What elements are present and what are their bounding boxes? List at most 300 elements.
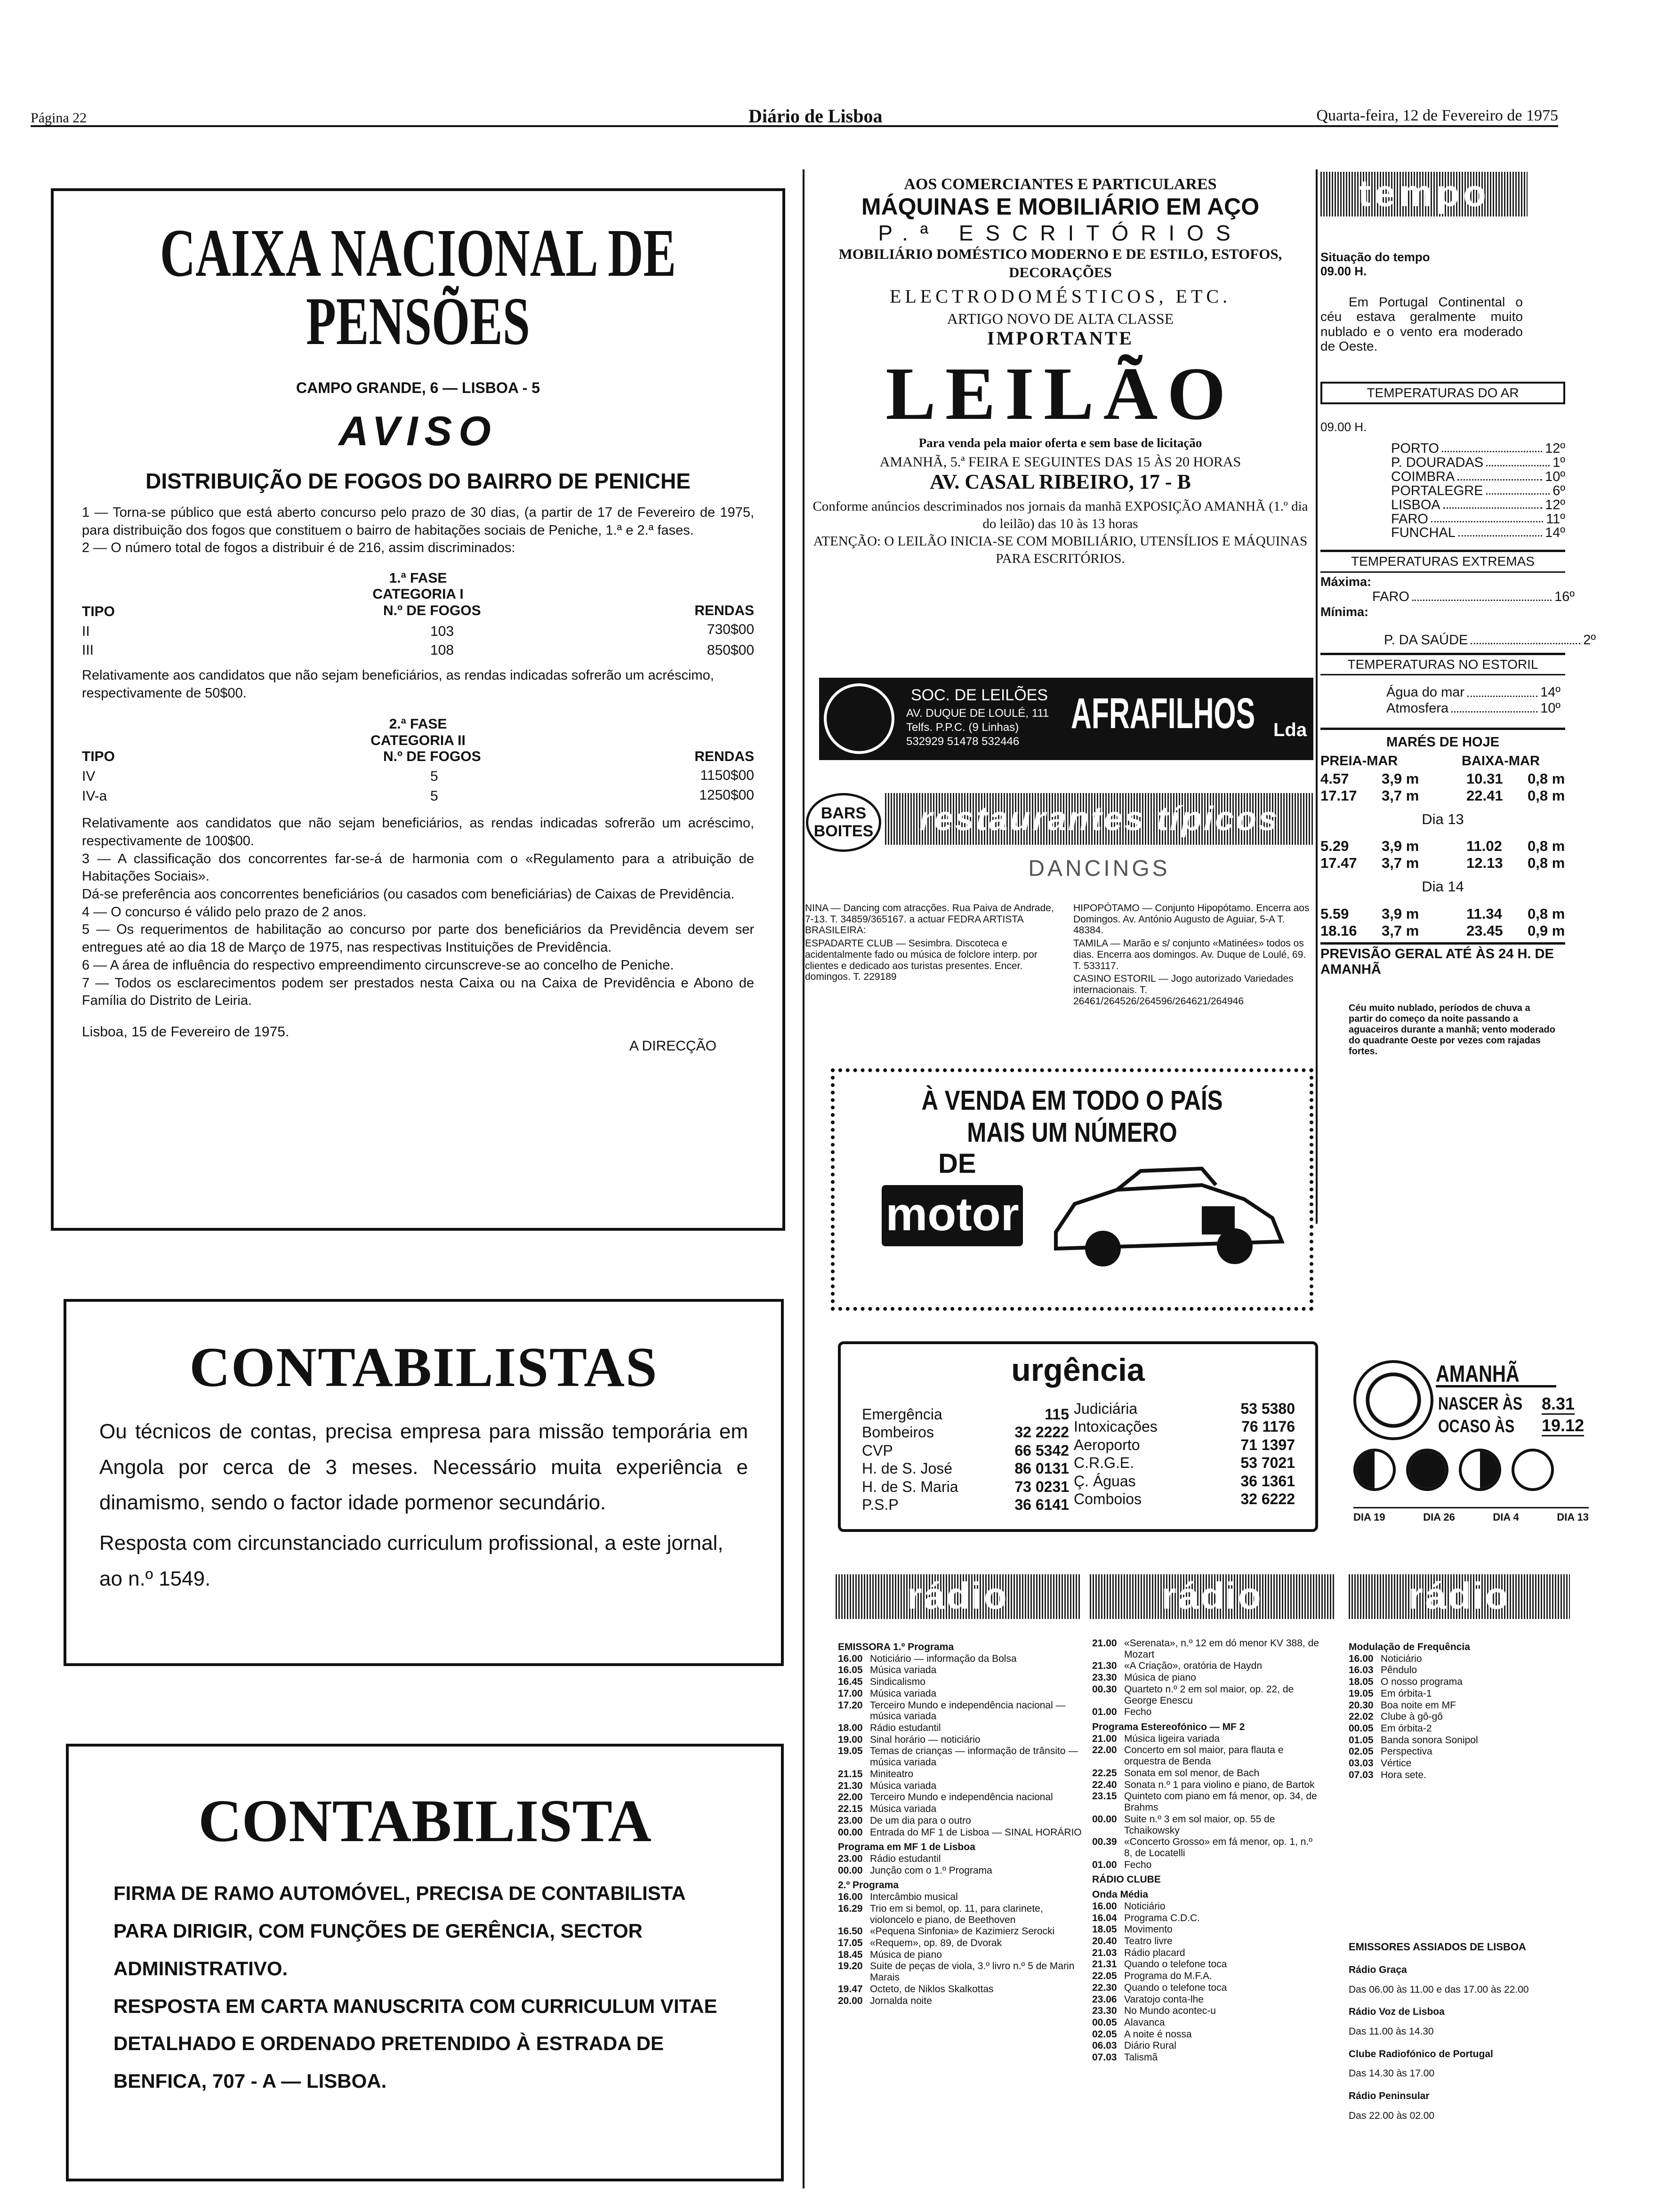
radio-programme: Música de piano (1124, 1672, 1196, 1683)
radio-entry (838, 1803, 1083, 1815)
emergency-service: C.R.G.E. (1074, 1454, 1134, 1472)
radio-entry (1349, 1735, 1570, 1746)
radio-section-heading: Programa em MF 1 de Lisboa (838, 1842, 975, 1853)
emergency-row (862, 1496, 1069, 1514)
station-hours: Das 14.30 às 17.00 (1349, 2068, 1435, 2079)
radio-programme: Intercâmbio musical (870, 1891, 958, 1903)
radio-entry (1092, 1982, 1323, 1994)
emergency-service: Judiciária (1074, 1400, 1138, 1417)
weather-banner: tempo (1320, 172, 1528, 216)
table-cell: IV-a (82, 788, 107, 804)
radio-programme: Quando o telefone toca (1124, 1959, 1227, 1970)
page-number: Página 22 (31, 110, 87, 126)
radio-time: 18.45 (838, 1949, 863, 1960)
radio-entry (1092, 1745, 1323, 1767)
radio-time: 01.05 (1349, 1734, 1374, 1746)
radio-time: 00.39 (1092, 1836, 1117, 1848)
tide-row (1320, 906, 1565, 922)
emergency-row (862, 1459, 1069, 1477)
radio-programme: Noticiário — informação da Bolsa (870, 1653, 1017, 1664)
radio-programme: Hora sete. (1381, 1769, 1426, 1780)
tides-table (1320, 770, 1565, 939)
radio-time: 21.03 (1092, 1947, 1117, 1958)
emergency-service: Intoxicações (1074, 1418, 1158, 1435)
dot-leader (1443, 507, 1542, 509)
tide-value: 12.13 (1466, 855, 1503, 872)
radio-time: 16.00 (1092, 1900, 1117, 1912)
radio-programme: Octeto, de Niklos Skalkottas (870, 1983, 994, 1995)
radio-time: 21.31 (1092, 1959, 1117, 1970)
auction-line: AMANHÃ, 5.ª FEIRA E SEGUINTES DAS 15 ÀS 20 HORAS (879, 454, 1241, 470)
dot-leader (1442, 451, 1542, 452)
radio-programme: Quarteto n.º 2 em sol maior, op. 22, de George Enescu (1124, 1683, 1294, 1706)
sunrise-value: 8.31 (1542, 1394, 1575, 1415)
low-tide-label: BAIXA-MAR (1462, 753, 1540, 769)
radio-time: 02.05 (1349, 1746, 1374, 1757)
table-cell: III (82, 642, 94, 658)
cnp-paragraph: 3 — A classificação dos concorrentes far-se-á de harmonia com o «Regulamento para a atribuição de Habitações Sociais». (82, 851, 754, 884)
radio-programme: Suite de peças de viola, 3.º livro n.º 5 de Marin Marais (870, 1961, 1075, 1983)
cnp-address: CAMPO GRANDE, 6 — LISBOA - 5 (296, 379, 540, 396)
table-cell: 1150$00 (700, 768, 754, 784)
radio-time: 00.05 (1092, 2017, 1117, 2028)
tide-value: 0,8 m (1528, 787, 1565, 804)
radio-programme: Noticiário (1381, 1653, 1422, 1664)
radio-section-heading: Onda Média (1092, 1889, 1149, 1900)
city-temp-row (1391, 442, 1565, 456)
radio-programme: Em órbita-2 (1381, 1723, 1432, 1734)
emergency-row (1074, 1490, 1295, 1508)
radio-programme: Banda sonora Sonipol (1381, 1734, 1478, 1746)
radio-time: 06.03 (1092, 2040, 1117, 2052)
col-rendas: RENDAS (694, 602, 754, 618)
auction-line: AOS COMERCIANTES E PARTICULARES (904, 176, 1217, 193)
cnp-title: CAIXA NACIONAL DE PENSÕES (160, 216, 676, 359)
emergency-number: 53 5380 (1240, 1400, 1295, 1417)
tide-value: 23.45 (1466, 922, 1503, 939)
contabilistas-ad (64, 1299, 784, 1666)
extreme-temps-heading: TEMPERATURAS EXTREMAS (1320, 550, 1565, 572)
radio-entry (838, 1926, 1083, 1937)
radio-entry (1092, 1638, 1323, 1660)
radio-entry (1092, 1684, 1323, 1706)
cnp-paragraph: Relativamente aos candidatos que não sejam beneficiários, as rendas indicadas sofrerão um acréscimo, respectivamente de 50$00. (82, 667, 714, 701)
air-temps-heading: TEMPERATURAS DO AR (1320, 382, 1565, 404)
radio-entry (1092, 1913, 1323, 1924)
table-cell: 5 (430, 788, 438, 804)
table-cell: II (82, 623, 90, 639)
radio-programme: Música de piano (870, 1949, 942, 1960)
radio-entry (838, 1880, 1083, 1891)
radio-entry (838, 1827, 1083, 1838)
afrafilhos-logo (819, 678, 1313, 760)
emergency-service: Comboios (1074, 1490, 1142, 1507)
station-hours: Das 06.00 às 11.00 e das 17.00 às 22.00 (1349, 1984, 1529, 1995)
city-temp: 14º (1545, 525, 1565, 541)
venue-listing: HIPOPÓTAMO — Conjunto Hipopótamo. Encerra aos Domingos. Av. António Augusto de Aguiar, 5-A T. 48384. (1073, 903, 1310, 936)
sea-value: 14º (1540, 685, 1560, 700)
radio-entry (1092, 2052, 1323, 2063)
table-cell: 730$00 (707, 621, 754, 637)
emergency-row (862, 1405, 1069, 1423)
station-name: Rádio Voz de Lisboa (1349, 2006, 1445, 2018)
radio-time: 23.30 (1092, 1672, 1117, 1683)
auction-ad (807, 175, 1313, 568)
cnp-paragraph: 7 — Todos os esclarecimentos podem ser prestados nesta Caixa ou na Caixa de Previdência e Abono de Família do Distrito de Leiria. (82, 975, 754, 1009)
page-header (31, 105, 1558, 127)
emergency-service: P.S.P (862, 1496, 899, 1513)
table-cell: 108 (430, 642, 454, 658)
radio-programme: Rádio placard (1124, 1947, 1185, 1958)
emergency-service: Bombeiros (862, 1424, 934, 1441)
tide-value: 0,9 m (1528, 922, 1565, 939)
radio-programme: Diário Rural (1124, 2040, 1176, 2052)
radio-time: 16.00 (838, 1891, 863, 1903)
radio-entry (1092, 1836, 1323, 1859)
radio-entry (1092, 2005, 1323, 2017)
radio-programme: Boa noite em MF (1381, 1699, 1456, 1711)
contabilista-ad (66, 1744, 784, 2181)
radio-time: 22.00 (1092, 1745, 1117, 1756)
radio-entry (838, 1853, 1083, 1865)
radio-programme: «Serenata», n.º 12 em dó menor KV 388, de Mozart (1124, 1638, 1319, 1660)
auction-line: ELECTRODOMÉSTICOS, ETC. (889, 285, 1231, 307)
phase-date: DIA 26 (1423, 1511, 1455, 1523)
tide-row (1320, 770, 1565, 787)
radio-time: 00.30 (1092, 1683, 1117, 1695)
radio-entry (1349, 1723, 1570, 1734)
new-moon-icon (1406, 1449, 1448, 1491)
tide-value: 0,8 m (1528, 770, 1565, 787)
weather-time: 09.00 H. (1320, 264, 1367, 278)
sunset-value: 19.12 (1542, 1416, 1584, 1436)
soc-phone: Telfs. P.P.C. (9 Linhas) (906, 721, 1019, 734)
radio-entry (838, 1996, 1083, 2007)
auction-line: MOBILIÁRIO DOMÉSTICO MODERNO E DE ESTILO, ESTOFOS, DECORAÇÕES (838, 246, 1282, 281)
radio-entry (1349, 1653, 1570, 1665)
radio-entry (838, 1792, 1083, 1803)
tide-value: 17.47 (1320, 855, 1357, 872)
radio-entry (1092, 1994, 1323, 2005)
radio-entry (1092, 1672, 1323, 1683)
emergency-number: 66 5342 (1014, 1442, 1069, 1459)
radio-banners (831, 1574, 1584, 1619)
tide-value: 0,8 m (1528, 905, 1565, 922)
radio-programme: Música variada (870, 1780, 937, 1791)
radio-programme: Sindicalismo (870, 1676, 925, 1688)
radio-programme: «Pequena Sinfonia» de Kazimierz Serocki (870, 1926, 1055, 1937)
tide-value: 3,7 m (1382, 855, 1419, 872)
dot-leader (1431, 521, 1543, 522)
radio-time: 20.00 (838, 1995, 863, 2006)
radio-programme: Noticiário (1124, 1900, 1166, 1912)
auction-title: LEILÃO (885, 351, 1235, 435)
radio-programme: Rádio estudantil (870, 1723, 941, 1734)
dot-leader (1457, 479, 1542, 481)
radio-programme: Entrada do MF 1 de Lisboa — SINAL HORÁRIO (870, 1827, 1082, 1838)
radio-entry (1092, 1859, 1323, 1871)
emergency-number: 86 0131 (1014, 1460, 1069, 1477)
tide-value: 3,7 m (1382, 922, 1419, 939)
radio-entry (838, 1769, 1083, 1780)
atm-label: Atmosfera (1386, 700, 1449, 716)
motor-headline: MAIS UM NÚMERO (967, 1117, 1177, 1148)
auction-line: ARTIGO NOVO DE ALTA CLASSE (947, 310, 1174, 327)
stations-heading: EMISSORES ASSIADOS DE LISBOA (1349, 1941, 1526, 1953)
radio-programme: Programa C.D.C. (1124, 1912, 1200, 1923)
radio-time: 21.00 (1092, 1638, 1117, 1649)
radio-programme: Rádio estudantil (870, 1853, 941, 1864)
radio-entry (1092, 1901, 1323, 1912)
station-hours: Das 22.00 às 02.00 (1349, 2110, 1435, 2121)
radio-programme: Vértice (1381, 1758, 1412, 1769)
radio-programme: Sonata n.º 1 para violino e piano, de Bartok (1124, 1779, 1315, 1790)
radio-time: 19.05 (1349, 1688, 1374, 1699)
radio-entry (838, 1653, 1083, 1665)
emergency-number: 32 2222 (1014, 1424, 1069, 1441)
atm-value: 10º (1540, 700, 1560, 716)
radio-time: 22.02 (1349, 1711, 1374, 1723)
city-name: LISBOA (1391, 497, 1440, 513)
radio-entry (1092, 2029, 1323, 2040)
radio-entry (838, 1746, 1083, 1768)
air-temps-time: 09.00 H. (1320, 420, 1367, 434)
cnp-paragraph: Dá-se preferência aos concorrentes beneficiários (ou casados com beneficiárias) de Caixas de Previdência. (82, 887, 735, 902)
radio-time: 23.00 (838, 1815, 863, 1826)
radio-entry (1349, 1700, 1570, 1711)
radio-section-heading: Programa Estereofónico — MF 2 (1092, 1722, 1245, 1733)
city-name: FARO (1391, 511, 1428, 527)
radio-entry (1092, 1768, 1323, 1779)
max-label: Máxima: (1320, 574, 1372, 589)
radio-time: 17.05 (838, 1937, 863, 1948)
radio-time: 22.25 (1092, 1767, 1117, 1779)
weather-text: Em Portugal Continental o céu estava geralmente muito nublado e o vento era moderado de Oeste. (1320, 294, 1523, 353)
ad-title: CONTABILISTA (198, 1787, 652, 1854)
radio-entry (1092, 2017, 1323, 2028)
max-value: 16º (1554, 589, 1575, 604)
radio-programme: Terceiro Mundo e independência nacional (870, 1792, 1053, 1803)
station-name: Rádio Graça (1349, 1964, 1407, 1975)
tide-value: 0,8 m (1528, 838, 1565, 855)
tide-value: 5.29 (1320, 838, 1349, 855)
radio-entry (1092, 1889, 1323, 1900)
radio-entry (838, 1842, 1083, 1853)
radio-programme: Em órbita-1 (1381, 1688, 1432, 1699)
radio-programme: Alavanca (1124, 2017, 1165, 2028)
motor-ad (831, 1068, 1313, 1311)
radio-programme: Jornalda noite (870, 1995, 932, 2006)
radio-time: 01.00 (1092, 1707, 1117, 1718)
emergency-title: urgência (1011, 1352, 1145, 1388)
tide-day: Dia 14 (1422, 878, 1464, 895)
city-temp-row (1391, 470, 1565, 484)
auction-line: MÁQUINAS E MOBILIÁRIO EM AÇO (861, 193, 1260, 220)
min-label: Mínima: (1320, 604, 1369, 619)
min-city: P. DA SAÚDE (1384, 632, 1468, 648)
issue-date: Quarta-feira, 12 de Fevereiro de 1975 (1316, 107, 1558, 124)
radio-entry (1092, 1814, 1323, 1836)
radio-programme: Perspectiva (1381, 1746, 1432, 1757)
radio-entry (1349, 1770, 1570, 1781)
radio-schedule-1 (838, 1638, 1083, 2193)
col-fogos: N.º DE FOGOS (383, 602, 481, 618)
radio-programme: Talismã (1124, 2052, 1158, 2063)
radio-programme: Teatro livre (1124, 1935, 1173, 1947)
radio-time: 21.30 (1092, 1660, 1117, 1672)
tide-value: 0,8 m (1528, 855, 1565, 872)
city-temp-row (1391, 526, 1565, 540)
radio-entry (1092, 1779, 1323, 1791)
radio-time: 07.03 (1349, 1769, 1374, 1780)
venues-right (1073, 903, 1313, 1007)
tide-value: 3,9 m (1382, 838, 1419, 855)
emergency-service: Emergência (862, 1406, 942, 1423)
category-1-heading: CATEGORIA I (372, 586, 464, 602)
tide-value: 18.16 (1320, 922, 1357, 939)
phase-2-table (82, 749, 754, 810)
associated-stations (1349, 1941, 1575, 2122)
emergency-number: 53 7021 (1240, 1454, 1295, 1472)
category-2-heading: CATEGORIA II (370, 732, 466, 748)
radio-entry (838, 1642, 1083, 1653)
radio-time: 16.03 (1349, 1665, 1374, 1676)
motor-headline: À VENDA EM TODO O PAÍS (921, 1085, 1223, 1116)
radio-time: 19.20 (838, 1961, 863, 1972)
radio-entry (838, 1961, 1083, 1983)
radio-time: 22.15 (838, 1803, 863, 1815)
soc-phone: 532929 51478 532446 (906, 735, 1020, 748)
table-cell: 5 (430, 769, 438, 785)
radio-entry (1092, 1924, 1323, 1935)
cnp-notice (51, 188, 785, 1231)
radio-section-heading: 2.º Programa (838, 1880, 899, 1891)
emergency-number: 115 (1045, 1406, 1069, 1423)
radio-entry (838, 1723, 1083, 1734)
venues-left (805, 903, 1059, 983)
radio-programme: Pêndulo (1381, 1665, 1417, 1676)
radio-entry (838, 1665, 1083, 1676)
radio-programme: Música variada (870, 1665, 937, 1676)
radio-time: 22.30 (1092, 1982, 1117, 1993)
table-cell: 1250$00 (699, 787, 754, 803)
city-temp-row (1391, 513, 1565, 527)
emergency-row (862, 1442, 1069, 1459)
radio-time: 00.05 (1349, 1723, 1374, 1734)
radio-entry (1092, 1660, 1323, 1672)
venue-listing: NINA — Dancing com atracções. Rua Paiva de Andrade, 7-13. T. 34859/365167. a actuar FEDRA ARTISTA BRASILEIRA: (805, 903, 1054, 936)
restaurants-banner: restaurantes típicos (885, 793, 1313, 845)
brand-name: AFRAFILHOS (1071, 689, 1255, 737)
emergency-list-left (862, 1405, 1069, 1514)
radio-entry (838, 1780, 1083, 1792)
radio-entry (838, 1949, 1083, 1961)
table-cell: 850$00 (707, 642, 754, 658)
dancings-heading: DANCINGS (1028, 856, 1170, 881)
radio-entry (838, 1815, 1083, 1827)
auction-line: Conforme anúncios descriminados nos jornais da manhã EXPOSIÇÃO AMANHÃ (1.º dia do leilão) das 10 às 13 horas (812, 498, 1308, 532)
venue-listing: TAMILA — Marão e s/ conjunto «Matinées» todos os dias. Encerra aos domingos. Av. Duque de Loulé, 69. T. 533117. (1073, 938, 1306, 971)
city-temp: 6º (1552, 483, 1565, 498)
radio-entry (838, 1700, 1083, 1722)
station-name: Clube Radiofónico de Portugal (1349, 2048, 1493, 2060)
radio-section-heading: RÁDIO CLUBE (1092, 1874, 1161, 1885)
radio-entry (1092, 1936, 1323, 1947)
phase-date: DIA 13 (1557, 1511, 1589, 1523)
cnp-paragraph: 5 — Os requerimentos de habilitação ao concurso por parte dos beneficiários da Previdência devem ser entregues até ao dia 18 de Março de 1975, nas respectivas Instituições de Previdência. (82, 922, 754, 955)
sea-label: Água do mar (1386, 685, 1465, 700)
radio-programme: «Concerto Grosso» em fá menor, op. 1, n.º 8, de Locatelli (1124, 1836, 1312, 1859)
radio-entry (838, 1734, 1083, 1746)
radio-entry (838, 1938, 1083, 1949)
radio-time: 17.00 (838, 1688, 863, 1699)
city-name: PORTALEGRE (1391, 483, 1483, 498)
cnp-paragraph: 1 — Torna-se público que está aberto concurso pelo prazo de 30 dias, (a partir de 17 de Fevereiro de 1975, para distribuição dos fogos que constituem o bairro de habitações sociais de Peniche, 1.ª e 2.ª fases. (82, 505, 754, 538)
radio-time: 16.04 (1092, 1912, 1117, 1923)
radio-programme: Movimento (1124, 1924, 1173, 1935)
radio-time: 18.05 (1092, 1924, 1117, 1935)
soc-address: AV. DUQUE DE LOULÉ, 111 (906, 707, 1049, 720)
radio-time: 17.20 (838, 1699, 863, 1711)
radio-time: 00.00 (1092, 1813, 1117, 1825)
sunset-label: OCASO ÀS (1438, 1417, 1515, 1436)
radio-programme: Quando o telefone toca (1124, 1982, 1227, 1993)
max-city: FARO (1372, 589, 1409, 604)
estoril-heading: TEMPERATURAS NO ESTORIL (1320, 653, 1565, 675)
station-name: Rádio Peninsular (1349, 2091, 1430, 2102)
city-temp: 10º (1545, 469, 1565, 485)
radio-programme: Temas de crianças — informação de trânsito — música variada (870, 1746, 1078, 1768)
moon-phases (1353, 1449, 1564, 1495)
radio-entry (1092, 1707, 1323, 1718)
radio-time: 21.00 (1092, 1733, 1117, 1744)
weather-section (1320, 221, 1596, 1057)
tide-value: 3,7 m (1382, 787, 1419, 804)
radio-time: 19.00 (838, 1734, 863, 1745)
ad-text: Ou técnicos de contas, precisa empresa para missão temporária em Angola por cerca de 3 meses. Necessário muita experiência e dinamismo, sendo o factor idade pormenor secundário. (99, 1420, 748, 1515)
radio-time: 20.30 (1349, 1699, 1374, 1711)
dot-leader (1458, 535, 1542, 537)
auction-line: IMPORTANTE (987, 327, 1134, 349)
radio-time: 07.03 (1092, 2052, 1117, 2063)
radio-banner: rádio (1349, 1574, 1570, 1619)
sunrise-label: NASCER ÀS (1438, 1394, 1523, 1414)
emergency-row (1074, 1436, 1295, 1454)
radio-time: 21.15 (838, 1768, 863, 1779)
emergency-row (1074, 1418, 1295, 1435)
notice-date: Lisboa, 15 de Fevereiro de 1975. (82, 1024, 290, 1040)
radio-time: 16.29 (838, 1903, 863, 1914)
high-tide-label: PREIA-MAR (1320, 753, 1398, 769)
emergency-number: 32 6222 (1240, 1490, 1295, 1507)
radio-time: 16.00 (1349, 1653, 1374, 1664)
tide-value: 3,9 m (1382, 905, 1419, 922)
dot-leader (1486, 493, 1550, 495)
emergency-list-right (1074, 1400, 1295, 1508)
radio-entry (1349, 1642, 1570, 1653)
radio-entry (838, 1676, 1083, 1688)
radio-entry (1349, 1676, 1570, 1688)
radio-entry (1092, 1791, 1323, 1813)
radio-time: 23.30 (1092, 2005, 1117, 2017)
emergency-row (1074, 1472, 1295, 1490)
cnp-paragraph: 2 — O número total de fogos a distribuir é de 216, assim discriminados: (82, 540, 515, 556)
radio-programme: Trio em si bemol, op. 11, para clarinete, violoncelo e piano, de Beethoven (870, 1903, 1043, 1925)
motor-logo: motor (882, 1185, 1023, 1246)
radio-entry (1092, 1722, 1323, 1733)
radio-programme: «A Criação», oratória de Haydn (1124, 1660, 1263, 1672)
radio-time: 19.05 (838, 1746, 863, 1757)
